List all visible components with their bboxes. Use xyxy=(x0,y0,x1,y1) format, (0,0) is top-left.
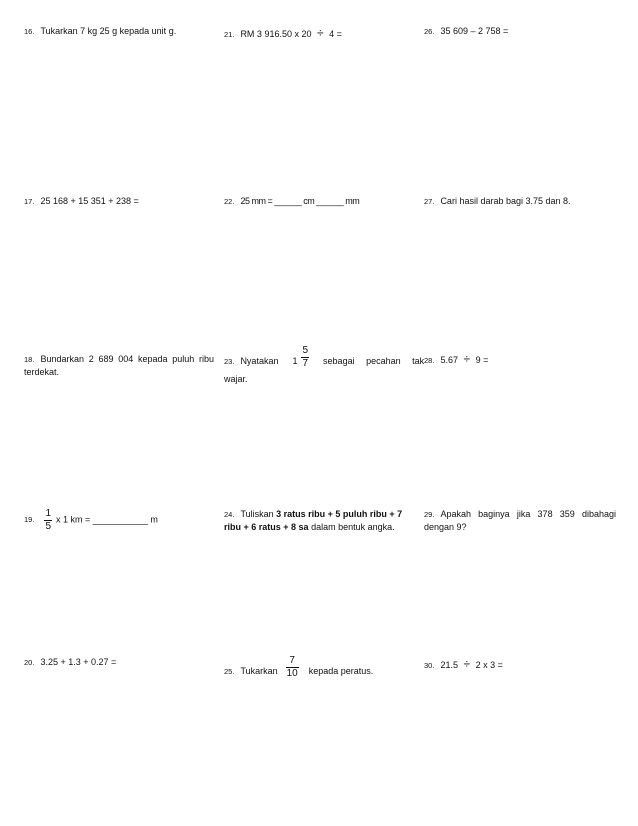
question-text: Cari hasil darab bagi 3.75 dan 8. xyxy=(440,196,571,206)
question-23 xyxy=(224,345,425,386)
question-text-end: 4 = xyxy=(329,29,342,39)
question-20 xyxy=(24,656,212,669)
question-text: 5.67 xyxy=(440,355,458,365)
question-text-end: 2 x 3 = xyxy=(475,660,503,670)
divide-symbol: ÷ xyxy=(463,657,471,671)
question-number: 18. xyxy=(24,355,35,364)
divide-symbol: ÷ xyxy=(463,352,471,366)
question-18 xyxy=(24,353,214,379)
question-22 xyxy=(224,195,412,208)
question-text-bold: 3 ratus ribu + 5 puluh ribu + 7 ribu + 6 ratus + 8 sa xyxy=(224,509,403,533)
question-text: 3.25 + 1.3 + 0.27 = xyxy=(40,657,117,667)
question-text: Bundarkan 2 689 004 kepada puluh ribu terdekat. xyxy=(24,354,214,378)
question-number: 29. xyxy=(424,510,435,519)
question-26 xyxy=(424,25,612,38)
question-number: 26. xyxy=(424,27,435,36)
mixed-number-whole: 1 xyxy=(292,356,298,367)
question-21 xyxy=(224,25,412,42)
question-text: Tukarkan 7 kg 25 g kepada unit g. xyxy=(40,26,177,36)
question-number: 17. xyxy=(24,197,35,206)
question-text-end: sebagai pecahan tak xyxy=(323,356,425,367)
question-number: 19. xyxy=(24,514,35,524)
question-text: 35 609 – 2 758 = xyxy=(440,26,509,36)
question-25 xyxy=(224,655,412,679)
question-number: 21. xyxy=(224,30,235,39)
question-text: Tukarkan xyxy=(240,666,278,677)
question-17 xyxy=(24,195,212,208)
question-number: 20. xyxy=(24,658,35,667)
question-text-continued: wajar. xyxy=(224,374,248,384)
question-text: Tuliskan xyxy=(240,509,274,519)
question-19 xyxy=(24,508,212,532)
fraction-denominator: 5 xyxy=(45,520,51,532)
question-text-end: kepada peratus. xyxy=(308,666,374,677)
question-24 xyxy=(224,508,416,534)
fraction-numerator: 1 xyxy=(45,508,51,519)
question-text: 21.5 xyxy=(440,660,458,670)
fraction-denominator: 7 xyxy=(302,357,309,369)
question-number: 16. xyxy=(24,27,35,36)
fraction-numerator: 7 xyxy=(286,655,299,668)
fraction xyxy=(301,345,309,369)
question-text-end: 9 = xyxy=(475,355,489,365)
question-number: 28. xyxy=(424,356,435,365)
question-text-end: dalam bentuk angka. xyxy=(311,522,395,533)
question-number: 30. xyxy=(424,661,435,670)
question-text: x 1 km = ___________ m xyxy=(56,514,158,525)
question-16 xyxy=(24,25,212,38)
question-29 xyxy=(424,508,616,534)
divide-symbol: ÷ xyxy=(317,26,324,40)
question-30 xyxy=(424,656,612,673)
question-text: RM 3 916.50 x 20 xyxy=(240,29,312,39)
question-text: 25 mm = ______ cm ______ mm xyxy=(240,196,360,206)
question-number: 23. xyxy=(224,356,235,366)
fraction xyxy=(44,508,52,532)
fraction-numerator: 5 xyxy=(302,345,309,356)
fraction xyxy=(286,655,299,679)
question-text: Apakah baginya jika 378 359 dibahagi dengan 9? xyxy=(424,509,616,533)
question-text: Nyatakan xyxy=(240,356,279,367)
question-number: 24. xyxy=(224,510,235,519)
question-text: 25 168 + 15 351 + 238 = xyxy=(40,196,139,206)
question-number: 27. xyxy=(424,197,435,206)
question-number: 25. xyxy=(224,666,235,676)
question-number: 22. xyxy=(224,197,235,206)
question-27 xyxy=(424,195,612,208)
fraction-denominator: 10 xyxy=(286,667,298,679)
question-28 xyxy=(424,351,612,368)
